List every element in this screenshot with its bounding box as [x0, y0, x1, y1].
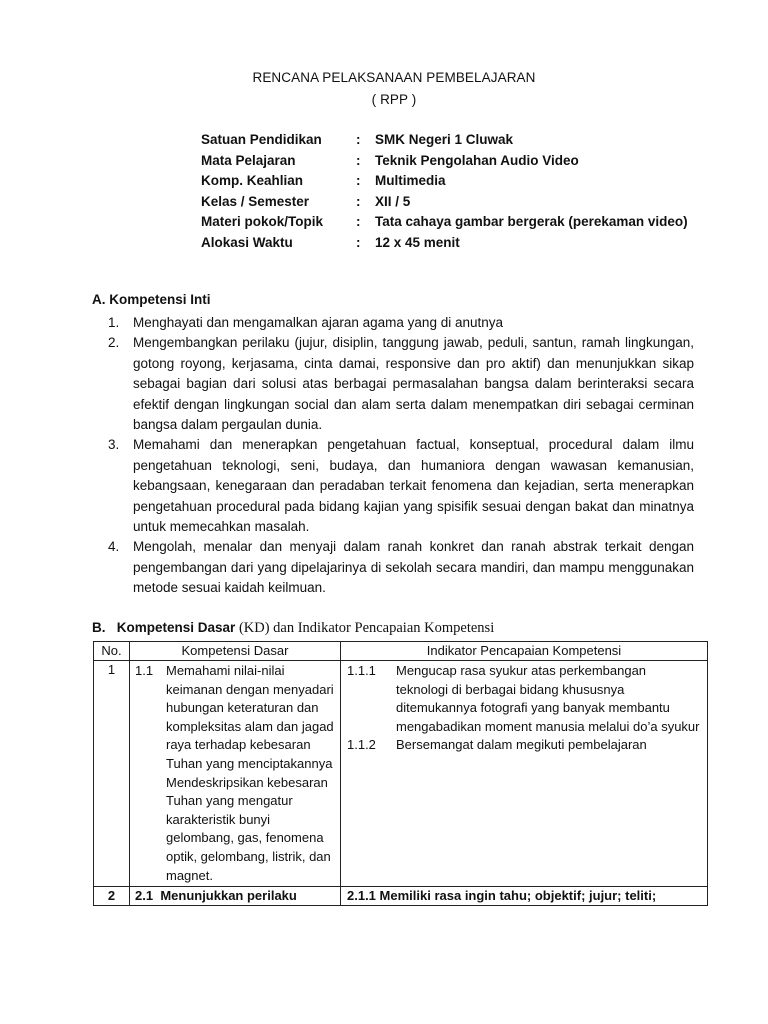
- kd-text: Menunjukkan perilaku: [160, 888, 297, 904]
- document-subtitle: ( RPP ): [371, 92, 417, 107]
- meta-separator: :: [356, 132, 361, 147]
- indicator-text: Memiliki rasa ingin tahu; objektif; jujur; teliti;: [379, 888, 657, 904]
- meta-value: Multimedia: [375, 173, 446, 189]
- meta-value: Tata cahaya gambar bergerak (perekaman video): [375, 214, 688, 230]
- header-kompetensi-dasar: Kompetensi Dasar: [130, 642, 341, 661]
- meta-value: SMK Negeri 1 Cluwak: [375, 132, 514, 147]
- kd-cell: [130, 661, 341, 887]
- meta-label: Materi pokok/Topik: [201, 214, 324, 230]
- list-item: [108, 313, 694, 333]
- kd-text: Memahami nilai-nilai keimanan dengan menyadari hubungan keteraturan dan kompleksitas alam dan jagad raya terhadap kebesaran Tuhan yang menciptakannya Mendeskripsikan kebesaran Tuhan yang mengatur karakteristik bunyi gelombang, gas, fenomena optik, gelombang, listrik, dan magnet.: [166, 663, 334, 883]
- row-number: 1: [94, 661, 130, 887]
- indicator-text: Bersemangat dalam megikuti pembelajaran: [396, 737, 647, 753]
- indicator-item: [341, 736, 707, 755]
- meta-separator: :: [356, 234, 361, 250]
- indicator-item: [341, 662, 707, 736]
- row-number: 2: [94, 887, 130, 906]
- list-item: [108, 333, 694, 435]
- meta-value: 12 x 45 menit: [375, 234, 460, 250]
- kompetensi-inti-list: [108, 313, 694, 599]
- kd-table: [93, 641, 708, 906]
- header-no: No.: [94, 642, 130, 661]
- meta-separator: :: [356, 193, 361, 209]
- table-row: [94, 887, 708, 906]
- meta-value: Teknik Pengolahan Audio Video: [375, 152, 579, 168]
- list-item-text: Memahami dan menerapkan pengetahuan factual, konseptual, procedural dalam ilmu pengetahuan teknologi, seni, budaya, dan humaniora dengan wawasan kemanusian, kebangsaan, kenegaraan dan peradaban terkait fenomena dan kejadian, serta menerapkan pengetahuan procedural pada bidang kajian yang spisifik sesuai dengan bakat dan minatnya untuk memecahkan masalah.: [133, 437, 694, 535]
- meta-label: Komp. Keahlian: [201, 173, 304, 189]
- list-item: [108, 537, 694, 598]
- meta-separator: :: [356, 152, 361, 168]
- indicator-code: 1.1.2: [347, 737, 376, 753]
- list-item-number: 3.: [108, 437, 120, 453]
- indicator-text: Mengucap rasa syukur atas perkembangan teknologi di berbagai bidang khususnya ditemukannya fotografi yang banyak membantu mengabadikan moment manusia melalui do’a syukur: [396, 663, 700, 734]
- meta-label: Satuan Pendidikan: [201, 132, 322, 147]
- indicator-cell: [341, 661, 708, 887]
- header-indikator: Indikator Pencapaian Kompetensi: [341, 642, 708, 661]
- list-item-text: Menghayati dan mengamalkan ajaran agama yang di anutnya: [133, 315, 503, 330]
- meta-separator: :: [356, 214, 361, 230]
- meta-label: Kelas / Semester: [201, 193, 310, 209]
- section-a-heading: A. Kompetensi Inti: [92, 292, 211, 307]
- kd-cell: [130, 887, 341, 906]
- list-item-number: 1.: [108, 315, 120, 330]
- list-item-text: Mengolah, menalar dan menyaji dalam ranah konkret dan ranah abstrak terkait dengan pengembangan dari yang dipelajarinya di sekolah secara mandiri, dan mampu menggunakan metode sesuai kaidah keilmuan.: [133, 539, 694, 596]
- indicator-cell: [341, 887, 708, 906]
- document-title: RENCANA PELAKSANAAN PEMBELAJARAN: [252, 70, 536, 85]
- list-item: [108, 435, 694, 537]
- section-b-heading: [92, 620, 494, 637]
- table-header-row: [94, 642, 708, 661]
- kd-code: 1.1: [135, 663, 154, 678]
- list-item-number: 2.: [108, 335, 120, 351]
- meta-label: Alokasi Waktu: [201, 234, 293, 250]
- list-item-number: 4.: [108, 539, 120, 555]
- meta-separator: :: [356, 173, 361, 189]
- indicator-code: 1.1.1: [347, 663, 376, 678]
- list-item-text: Mengembangkan perilaku (jujur, disiplin, tanggung jawab, peduli, santun, ramah lingkungan, gotong royong, kerjasama, cinta damai, responsive dan pro aktif) dan menunjukkan sikap sebagai bagian dari solusi atas berbagai permasalahan bangsa dalam berinteraksi secara efektif dengan lingkungan social dan alam serta dalam menempatkan diri sebagai cerminan bangsa dalam pergaulan dunia.: [133, 335, 694, 433]
- section-b-title-bold: Kompetensi Dasar: [116, 620, 236, 635]
- section-b-title-rest: (KD) dan Indikator Pencapaian Kompetensi: [235, 620, 495, 636]
- section-b-prefix: B.: [92, 620, 106, 635]
- indicator-code: 2.1.1: [347, 888, 376, 904]
- kd-code: 2.1: [135, 888, 154, 904]
- meta-label: Mata Pelajaran: [201, 152, 296, 168]
- table-row: [94, 661, 708, 887]
- meta-value: XII / 5: [375, 193, 411, 209]
